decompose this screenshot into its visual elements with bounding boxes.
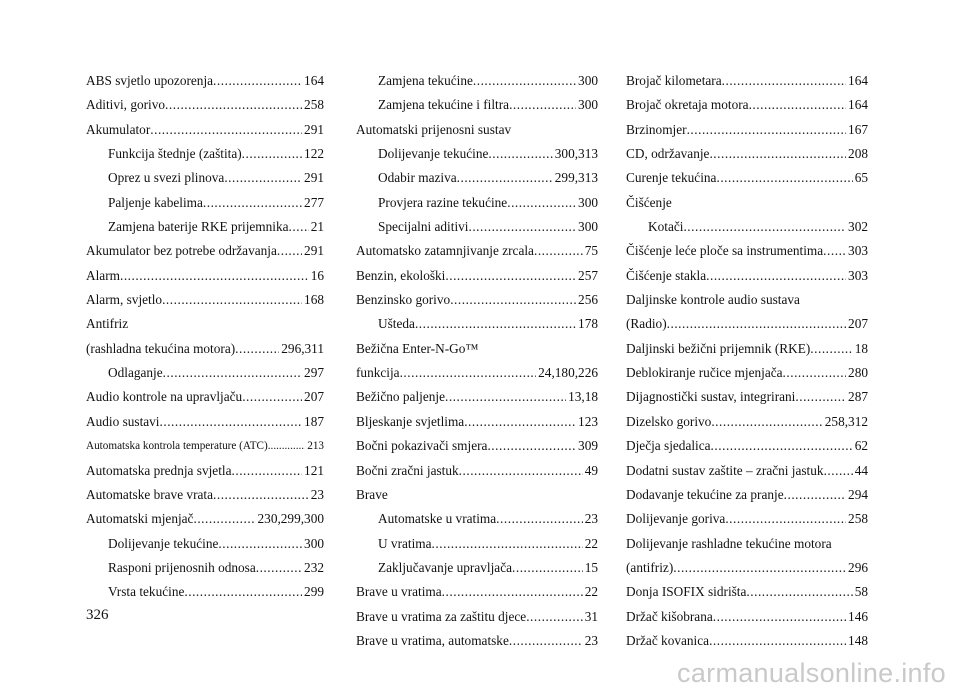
index-entry-term: Dodavanje tekućine za pranje <box>626 486 784 502</box>
dot-leader <box>242 385 302 409</box>
index-entry <box>356 434 598 458</box>
index-entry <box>626 605 868 629</box>
index-entry-term: Automatske brave vrata <box>86 486 214 502</box>
index-entry-term: Audio kontrole na upravljaču <box>86 389 243 405</box>
index-entry-page: 257 <box>578 267 598 283</box>
index-entry-term: Ušteda <box>378 316 415 332</box>
index-entry-term: Brave u vratima <box>356 584 442 600</box>
index-entry <box>356 629 598 653</box>
dot-leader <box>749 93 846 117</box>
dot-leader <box>709 142 846 166</box>
index-entry-term: Dolijevanje tekućine <box>378 146 489 162</box>
dot-leader <box>512 556 583 580</box>
dot-leader <box>213 483 309 507</box>
index-entry <box>626 532 868 556</box>
index-entry-page: 13,18 <box>568 389 598 405</box>
index-entry <box>86 166 324 190</box>
index-entry <box>86 507 324 531</box>
dot-leader <box>468 215 576 239</box>
index-entry <box>356 410 598 434</box>
index-entry-term: Dizelsko gorivo <box>626 413 712 429</box>
index-entry-page: 167 <box>848 121 868 137</box>
index-entry-term: Alarm, svjetlo <box>86 292 163 308</box>
index-entry-page: 49 <box>584 462 598 478</box>
index-entry <box>86 434 324 458</box>
index-entry <box>356 385 598 409</box>
dot-leader <box>673 556 846 580</box>
index-entry-term: Funkcija štednje (zaštita) <box>108 146 242 162</box>
index-entry-term: Dolijevanje goriva <box>626 511 726 527</box>
dot-leader <box>162 288 302 312</box>
dot-leader <box>488 142 552 166</box>
index-entry <box>356 556 598 580</box>
index-entry-term: Zamjena baterije RKE prijemnika <box>108 219 289 235</box>
index-entry <box>626 580 868 604</box>
dot-leader <box>224 166 302 190</box>
index-entry <box>86 459 324 483</box>
index-entry-term: funkcija <box>356 365 400 381</box>
dot-leader <box>526 605 583 629</box>
dot-leader <box>432 532 583 556</box>
dot-leader <box>496 507 583 531</box>
dot-leader <box>218 532 302 556</box>
index-entry-page: 122 <box>304 146 324 162</box>
index-entry-term: Brave <box>356 486 388 502</box>
index-entry-term: Čišćenje <box>626 194 672 210</box>
index-entry-page: 58 <box>854 584 868 600</box>
index-entry <box>86 264 324 288</box>
index-entry-page: 208 <box>848 146 868 162</box>
index-entry-term: Dolijevanje rashladne tekućine motora <box>626 535 832 551</box>
index-entry-term: Bočni zračni jastuk <box>356 462 459 478</box>
index-entry-term: Automatski prijenosni sustav <box>356 121 512 137</box>
index-entry-term: Benzinsko gorivo <box>356 292 451 308</box>
index-entry-term: Dijagnostički sustav, integrirani <box>626 389 796 405</box>
index-entry-page: 291 <box>304 170 324 186</box>
index-entry-term: Paljenje kabelima <box>108 194 203 210</box>
index-entry-page: 300 <box>578 219 598 235</box>
index-entry-term: Držač kovanica <box>626 632 710 648</box>
index-entry <box>626 507 868 531</box>
index-entry-term: Odlaganje <box>108 365 163 381</box>
index-entry-page: 299 <box>304 584 324 600</box>
dot-leader <box>706 264 846 288</box>
page-number: 326 <box>86 607 109 623</box>
index-entry-page: 15 <box>584 559 598 575</box>
index-entry-term: Automatska prednja svjetla <box>86 462 232 478</box>
index-entry-page: 65 <box>854 170 868 186</box>
index-entry <box>356 459 598 483</box>
index-entry <box>626 556 868 580</box>
dot-leader <box>277 239 302 263</box>
index-entry-term: Oprez u svezi plinova <box>108 170 225 186</box>
index-entry <box>356 361 598 385</box>
dot-leader <box>184 580 302 604</box>
index-entry <box>86 239 324 263</box>
index-entry <box>626 69 868 93</box>
index-entry-page: 16 <box>310 267 324 283</box>
index-entry-term: Zamjena tekućine <box>378 73 473 88</box>
index-entry <box>356 215 598 239</box>
index-entry <box>626 166 868 190</box>
dot-leader <box>711 410 822 434</box>
index-entry <box>626 142 868 166</box>
index-entry-page: 300 <box>304 535 324 551</box>
index-entry-term: Automatske u vratima <box>378 511 497 527</box>
index-entry <box>356 264 598 288</box>
index-entry-term: U vratima <box>378 535 432 551</box>
index-entry <box>356 580 598 604</box>
index-entry <box>356 507 598 531</box>
dot-leader <box>683 215 846 239</box>
dot-leader <box>509 93 576 117</box>
dot-leader <box>795 385 846 409</box>
index-entry-page: 297 <box>304 365 324 381</box>
dot-leader <box>445 385 566 409</box>
index-entry-term: Držač kišobrana <box>626 608 713 624</box>
index-entry <box>356 118 598 142</box>
index-entry-page: 258 <box>848 511 868 527</box>
index-entry-term: Dodatni sustav zaštite – zračni jastuk <box>626 462 824 478</box>
index-entry-term: (Radio) <box>626 316 667 332</box>
index-entry-term: Automatski mjenjač <box>86 511 194 527</box>
dot-leader <box>507 191 576 215</box>
index-entry-page: 303 <box>848 267 868 283</box>
index-column-3 <box>626 69 868 653</box>
index-entry-page: 300,313 <box>554 146 598 162</box>
index-entry-page: 168 <box>304 292 324 308</box>
dot-leader <box>193 507 255 531</box>
index-entry-page: 178 <box>578 316 598 332</box>
index-entry <box>356 337 598 361</box>
index-entry-term: Akumulator bez potrebe održavanja <box>86 243 277 259</box>
index-entry-term: Vrsta tekućine <box>108 584 185 600</box>
dot-leader <box>716 166 852 190</box>
index-entry-page: 303 <box>848 243 868 259</box>
index-entry-term: Bočni pokazivači smjera <box>356 438 488 454</box>
index-entry-page: 277 <box>304 194 324 210</box>
index-entry-term: Čišćenje leće ploče sa instrumentima <box>626 243 824 259</box>
index-entry <box>356 166 598 190</box>
index-entry-page: 22 <box>584 584 598 600</box>
index-entry <box>86 142 324 166</box>
dot-leader <box>450 288 576 312</box>
dot-leader <box>150 118 302 142</box>
dot-leader <box>823 239 846 263</box>
index-entry-page: 230,299,300 <box>257 511 324 527</box>
index-entry-page: 291 <box>304 121 324 137</box>
dot-leader <box>534 239 583 263</box>
index-entry <box>86 191 324 215</box>
dot-leader <box>810 337 852 361</box>
index-entry <box>86 312 324 336</box>
index-entry-term: Automatsko zatamnjivanje zrcala <box>356 243 534 259</box>
index-entry <box>626 239 868 263</box>
index-entry-term: Odabir maziva <box>378 170 457 186</box>
index-entry-term: Daljinski bežični prijemnik (RKE) <box>626 340 811 356</box>
index-entry-page: 258 <box>304 97 324 113</box>
index-entry-page: 232 <box>304 559 324 575</box>
index-entry-page: 23 <box>584 511 598 527</box>
index-entry <box>626 191 868 215</box>
index-entry-term: Dječja sjedalica <box>626 438 711 454</box>
index-entry-term: Akumulator <box>86 121 151 137</box>
index-entry-page: 299,313 <box>554 170 598 186</box>
index-entry-page: 300 <box>578 73 598 88</box>
dot-leader <box>242 142 302 166</box>
index-entry-term: Daljinske kontrole audio sustava <box>626 292 800 308</box>
index-entry <box>626 459 868 483</box>
index-entry <box>86 532 324 556</box>
dot-leader <box>722 69 846 93</box>
index-entry-term: Bežična Enter-N-Go™ <box>356 340 479 356</box>
index-entry-term: Donja ISOFIX sidrišta <box>626 584 747 600</box>
index-entry-term: Zaključavanje upravljača <box>378 559 513 575</box>
index-entry <box>356 93 598 117</box>
index-entry-term: Bežično paljenje <box>356 389 445 405</box>
index-entry-term: Bljeskanje svjetlima <box>356 413 465 429</box>
index-entry <box>86 410 324 434</box>
index-entry <box>626 337 868 361</box>
index-entry-page: 296 <box>848 559 868 575</box>
dot-leader <box>213 69 302 93</box>
dot-leader <box>783 361 847 385</box>
index-entry-term: Čišćenje stakla <box>626 267 707 283</box>
dot-leader <box>256 556 302 580</box>
index-entry-page: 123 <box>578 413 598 429</box>
index-entry-term: Rasponi prijenosnih odnosa <box>108 559 256 575</box>
index-entry-term: Kotači <box>648 219 684 235</box>
dot-leader <box>268 434 305 458</box>
index-entry-page: 291 <box>304 243 324 259</box>
index-entry-term: Benzin, ekološki <box>356 267 446 283</box>
index-entry-term: Audio sustavi <box>86 413 160 429</box>
index-entry-term: Deblokiranje ručice mjenjača <box>626 365 783 381</box>
index-entry-page: 302 <box>848 219 868 235</box>
dot-leader <box>725 507 846 531</box>
index-entry <box>86 483 324 507</box>
index-entry <box>626 629 868 653</box>
index-entry-term: ABS svjetlo upozorenja <box>86 73 214 88</box>
dot-leader <box>487 434 576 458</box>
index-entry <box>86 93 324 117</box>
dot-leader <box>709 629 846 653</box>
index-entry-term: Provjera razine tekućine <box>378 194 508 210</box>
index-entry <box>86 118 324 142</box>
watermark-logo: carmanualsonline.info <box>677 658 946 688</box>
index-entry-term: Antifriz <box>86 316 129 332</box>
index-entry-page: 258,312 <box>824 413 868 429</box>
index-entry <box>626 410 868 434</box>
index-entry-page: 148 <box>848 632 868 648</box>
index-entry <box>86 361 324 385</box>
dot-leader <box>415 312 576 336</box>
dot-leader <box>160 410 303 434</box>
index-entry-term: Specijalni aditivi <box>378 219 469 235</box>
dot-leader <box>667 312 846 336</box>
index-entry-term: Curenje tekućina <box>626 170 717 186</box>
index-entry-term: Alarm <box>86 267 120 283</box>
dot-leader <box>746 580 852 604</box>
index-entry <box>86 580 324 604</box>
dot-leader <box>165 93 302 117</box>
index-entry <box>86 385 324 409</box>
dot-leader <box>473 69 576 93</box>
index-entry-page: 62 <box>854 438 868 454</box>
dot-leader <box>232 459 303 483</box>
dot-leader <box>203 191 302 215</box>
index-entry <box>626 288 868 312</box>
index-entry <box>86 337 324 361</box>
index-entry <box>356 69 598 93</box>
index-entry-page: 24,180,226 <box>538 365 598 381</box>
index-entry-term: (antifriz) <box>626 559 674 575</box>
index-entry <box>356 312 598 336</box>
index-entry <box>86 288 324 312</box>
index-entry <box>356 142 598 166</box>
index-entry-page: 294 <box>848 486 868 502</box>
dot-leader <box>457 166 553 190</box>
index-entry-page: 300 <box>578 194 598 210</box>
dot-leader <box>509 629 583 653</box>
index-entry-term: Automatska kontrola temperature (ATC) <box>86 440 268 453</box>
index-entry-page: 23 <box>310 486 324 502</box>
index-entry-page: 22 <box>584 535 598 551</box>
index-entry-page: 287 <box>848 389 868 405</box>
index-entry-term: CD, održavanje <box>626 146 710 162</box>
index-entry-term: Zamjena tekućine i filtra <box>378 97 510 113</box>
index-entry-page: 44 <box>854 462 868 478</box>
index-entry <box>626 93 868 117</box>
index-entry <box>356 239 598 263</box>
index-entry-page: 187 <box>304 413 324 429</box>
index-entry-term: Brojač okretaja motora <box>626 97 749 113</box>
index-entry <box>626 264 868 288</box>
index-entry-page: 296,311 <box>281 340 324 356</box>
index-entry-page: 75 <box>584 243 598 259</box>
index-column-1 <box>86 69 324 605</box>
index-entry-page: 309 <box>578 438 598 454</box>
index-entry-page: 21 <box>310 219 324 235</box>
index-entry-page: 207 <box>848 316 868 332</box>
index-entry-page: 18 <box>854 340 868 356</box>
index-entry-term: Brojač kilometara <box>626 73 722 88</box>
index-entry <box>626 483 868 507</box>
index-entry <box>626 312 868 336</box>
index-entry <box>626 215 868 239</box>
dot-leader <box>464 410 576 434</box>
index-entry-page: 300 <box>578 97 598 113</box>
index-entry-term: Brzinomjer <box>626 121 687 137</box>
dot-leader <box>445 264 576 288</box>
index-entry <box>356 532 598 556</box>
index-entry-page: 121 <box>304 462 324 478</box>
index-entry <box>86 215 324 239</box>
index-column-2 <box>356 69 598 653</box>
dot-leader <box>784 483 846 507</box>
index-entry-page: 213 <box>307 440 324 453</box>
index-entry-page: 31 <box>584 608 598 624</box>
index-entry-page: 164 <box>848 97 868 113</box>
index-entry <box>86 556 324 580</box>
dot-leader <box>163 361 302 385</box>
dot-leader <box>459 459 583 483</box>
index-entry-term: Brave u vratima za zaštitu djece <box>356 608 527 624</box>
index-entry-page: 207 <box>304 389 324 405</box>
dot-leader <box>400 361 537 385</box>
index-entry <box>356 483 598 507</box>
index-entry <box>356 288 598 312</box>
index-entry-term: Aditivi, gorivo <box>86 97 166 113</box>
index-entry <box>626 385 868 409</box>
dot-leader <box>235 337 279 361</box>
index-entry-term: Brave u vratima, automatske <box>356 632 509 648</box>
index-entry <box>626 361 868 385</box>
index-entry <box>356 605 598 629</box>
index-entry-page: 280 <box>848 365 868 381</box>
dot-leader <box>687 118 846 142</box>
index-entry-term: (rashladna tekućina motora) <box>86 340 236 356</box>
dot-leader <box>120 264 309 288</box>
dot-leader <box>711 434 853 458</box>
index-entry <box>626 118 868 142</box>
index-entry <box>86 69 324 93</box>
index-entry-page: 164 <box>848 73 868 88</box>
index-entry-page: 164 <box>304 73 324 88</box>
index-entry <box>626 434 868 458</box>
dot-leader <box>824 459 853 483</box>
index-entry-page: 23 <box>584 632 598 648</box>
index-entry <box>356 191 598 215</box>
dot-leader <box>289 215 309 239</box>
index-entry-page: 256 <box>578 292 598 308</box>
dot-leader <box>442 580 583 604</box>
index-entry-term: Dolijevanje tekućine <box>108 535 219 551</box>
index-entry-page: 146 <box>848 608 868 624</box>
dot-leader <box>713 605 846 629</box>
